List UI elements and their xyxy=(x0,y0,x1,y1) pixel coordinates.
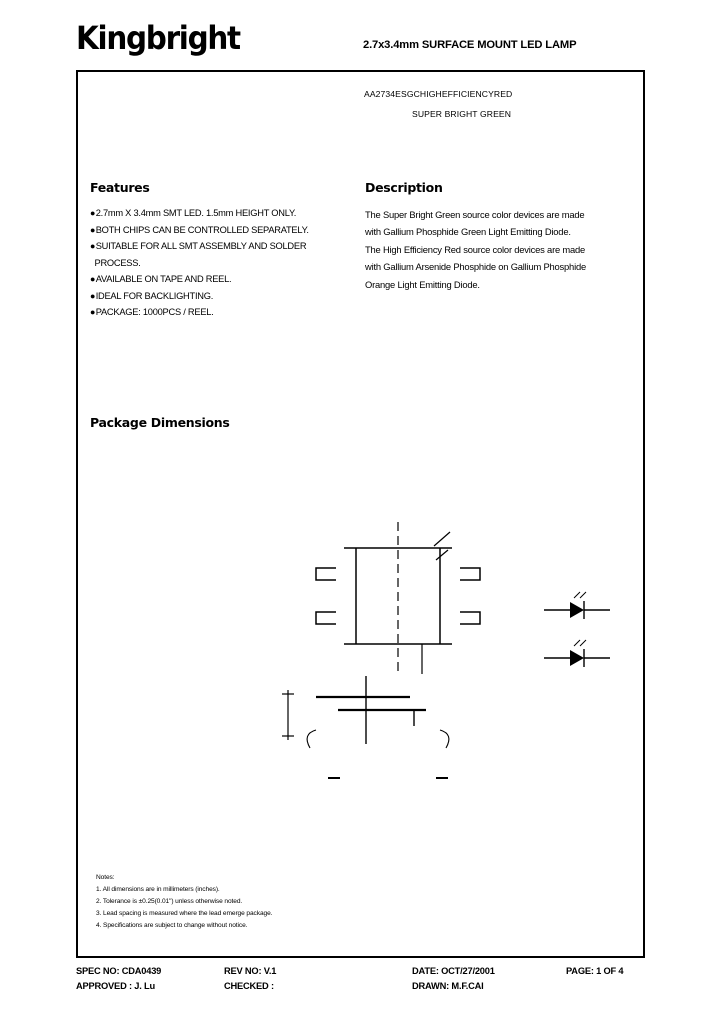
description-line: The High Efficiency Red source color devices are made xyxy=(365,243,586,255)
features-heading: Features xyxy=(90,180,150,195)
feature-item xyxy=(90,288,358,305)
drawing-svg xyxy=(198,462,628,822)
package-dimension-drawing xyxy=(198,462,628,822)
features-list xyxy=(90,205,358,321)
feature-text: AVAILABLE ON TAPE AND REEL. xyxy=(95,274,232,285)
description-section xyxy=(365,180,640,293)
description-line: Orange Light Emitting Diode. xyxy=(365,278,480,290)
description-heading: Description xyxy=(365,180,443,195)
notes-block xyxy=(96,872,272,932)
feature-text: PROCESS. xyxy=(94,257,141,268)
feature-text: SUITABLE FOR ALL SMT ASSEMBLY AND SOLDER xyxy=(95,241,307,252)
bullet-icon: ● xyxy=(90,274,96,285)
spec-no: SPEC NO: CDA0439 xyxy=(76,966,162,976)
description-line: with Gallium Phosphide Green Light Emitting Diode. xyxy=(365,226,571,238)
description-body xyxy=(365,206,640,293)
footer-row-bottom xyxy=(76,981,645,996)
drawn-by: DRAWN: M.F.CAI xyxy=(412,981,484,991)
bullet-icon: ● xyxy=(90,208,96,218)
product-title: 2.7x3.4mm SURFACE MOUNT LED LAMP xyxy=(363,39,577,51)
footer-row-top xyxy=(76,966,645,981)
note-item: 2. Tolerance is ±0.25(0.01") unless otherwise noted. xyxy=(96,898,243,905)
feature-text: BOTH CHIPS CAN BE CONTROLLED SEPARATELY. xyxy=(95,224,309,235)
feature-item xyxy=(90,222,358,239)
feature-text: 2.7mm X 3.4mm SMT LED. 1.5mm HEIGHT ONLY. xyxy=(95,208,297,218)
feature-item xyxy=(90,205,358,222)
feature-text: IDEAL FOR BACKLIGHTING. xyxy=(95,290,214,301)
part-number-block xyxy=(364,90,634,118)
bullet-icon: ● xyxy=(90,290,96,301)
feature-text: PACKAGE: 1000PCS / REEL. xyxy=(95,307,214,318)
part-number-text: AA2734ESGCHIGHEFFICIENCYRED xyxy=(364,89,513,99)
bullet-icon: ● xyxy=(90,241,96,252)
note-item: 4. Specifications are subject to change without notice. xyxy=(96,922,248,929)
feature-item xyxy=(90,238,358,255)
page-footer xyxy=(76,966,645,996)
page-number: PAGE: 1 OF 4 xyxy=(566,966,624,976)
features-section xyxy=(90,180,358,321)
checked-by: CHECKED : xyxy=(224,981,274,991)
date: DATE: OCT/27/2001 xyxy=(412,966,495,976)
datasheet-content-box xyxy=(76,70,645,958)
page-header xyxy=(0,0,720,70)
kingbright-logo: Kingbright xyxy=(76,19,240,57)
approved-by: APPROVED : J. Lu xyxy=(76,981,155,991)
bullet-icon: ● xyxy=(90,307,96,318)
note-item: 1. All dimensions are in millimeters (inches). xyxy=(96,886,220,893)
notes-heading: Notes: xyxy=(96,874,115,881)
note-item: 3. Lead spacing is measured where the lead emerge package. xyxy=(96,910,273,917)
description-line: with Gallium Arsenide Phosphide on Gallium Phosphide xyxy=(365,261,586,273)
feature-item-continuation xyxy=(90,255,358,272)
feature-item xyxy=(90,271,358,288)
feature-item xyxy=(90,304,358,321)
description-line: The Super Bright Green source color devices are made xyxy=(365,209,585,220)
rev-no: REV NO: V.1 xyxy=(224,966,277,976)
part-color-text: SUPER BRIGHT GREEN xyxy=(412,108,512,119)
bullet-icon: ● xyxy=(90,224,96,235)
package-dimensions-heading: Package Dimensions xyxy=(90,415,230,430)
